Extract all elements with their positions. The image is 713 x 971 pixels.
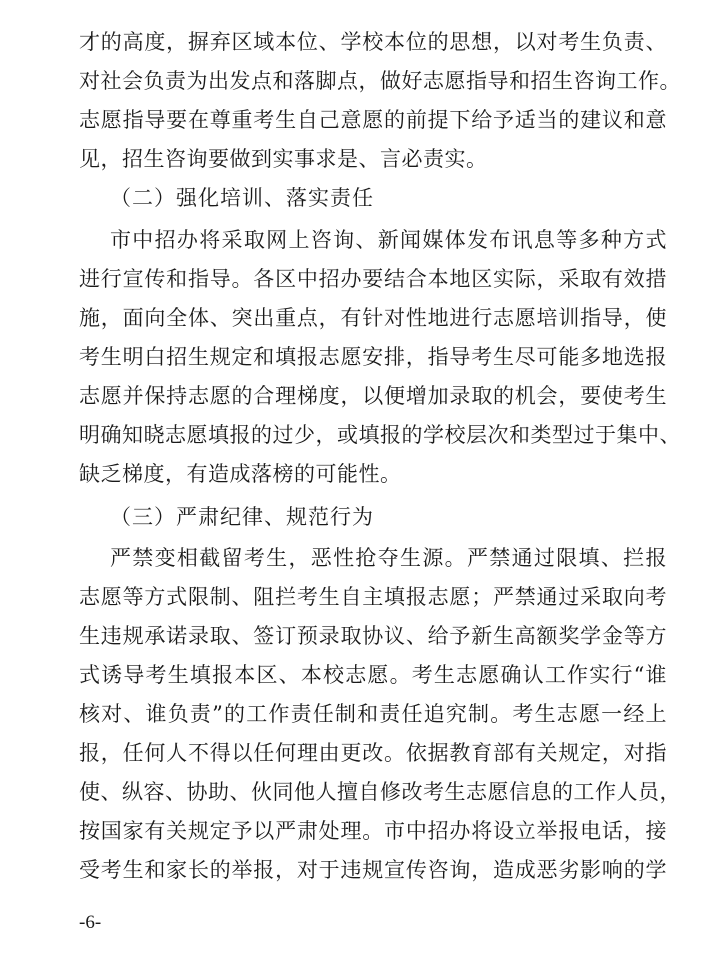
text-line: 使、纵容、协助、伙同他人擅自修改考生志愿信息的工作人员，	[79, 780, 681, 804]
text-line: 志愿等方式限制、阻拦考生自主填报志愿；严禁通过采取向考	[79, 585, 667, 609]
section-heading: （三）严肃纪律、规范行为	[110, 505, 374, 529]
text-line: 严禁变相截留考生，恶性抢夺生源。严禁通过限填、拦报	[110, 546, 667, 570]
text-line: 对社会负责为出发点和落脚点，做好志愿指导和招生咨询工作。	[79, 69, 681, 93]
text-line: 核对、谁负责”的工作责任制和责任追究制。考生志愿一经上	[79, 702, 667, 726]
text-line: 式诱导考生填报本区、本校志愿。考生志愿确认工作实行“谁	[79, 663, 667, 687]
text-line: 生违规承诺录取、签订预录取协议、给予新生高额奖学金等方	[79, 624, 667, 648]
text-line: 才的高度，摒弃区域本位、学校本位的思想，以对考生负责、	[79, 30, 667, 54]
text-line: 志愿并保持志愿的合理梯度，以便增加录取的机会，要使考生	[79, 384, 667, 408]
text-line: 考生明白招生规定和填报志愿安排，指导考生尽可能多地选报	[79, 345, 667, 369]
text-line: 按国家有关规定予以严肃处理。市中招办将设立举报电话，接	[79, 819, 667, 843]
text-line: 志愿指导要在尊重考生自己意愿的前提下给予适当的建议和意	[79, 108, 667, 132]
text-line: 见，招生咨询要做到实事求是、言必责实。	[79, 147, 488, 171]
text-line: 缺乏梯度，有造成落榜的可能性。	[79, 462, 402, 486]
text-line: 市中招办将采取网上咨询、新闻媒体发布讯息等多种方式	[110, 228, 667, 252]
section-heading: （二）强化培训、落实责任	[110, 186, 374, 210]
text-line: 进行宣传和指导。各区中招办要结合本地区实际，采取有效措	[79, 267, 667, 291]
text-line: 明确知晓志愿填报的过少，或填报的学校层次和类型过于集中、	[79, 423, 681, 447]
page-number: -6-	[79, 912, 102, 933]
text-line: 施，面向全体、突出重点，有针对性地进行志愿培训指导，使	[79, 306, 667, 330]
text-line: 报，任何人不得以任何理由更改。依据教育部有关规定，对指	[79, 741, 667, 765]
text-line: 受考生和家长的举报，对于违规宣传咨询，造成恶劣影响的学	[79, 858, 667, 882]
